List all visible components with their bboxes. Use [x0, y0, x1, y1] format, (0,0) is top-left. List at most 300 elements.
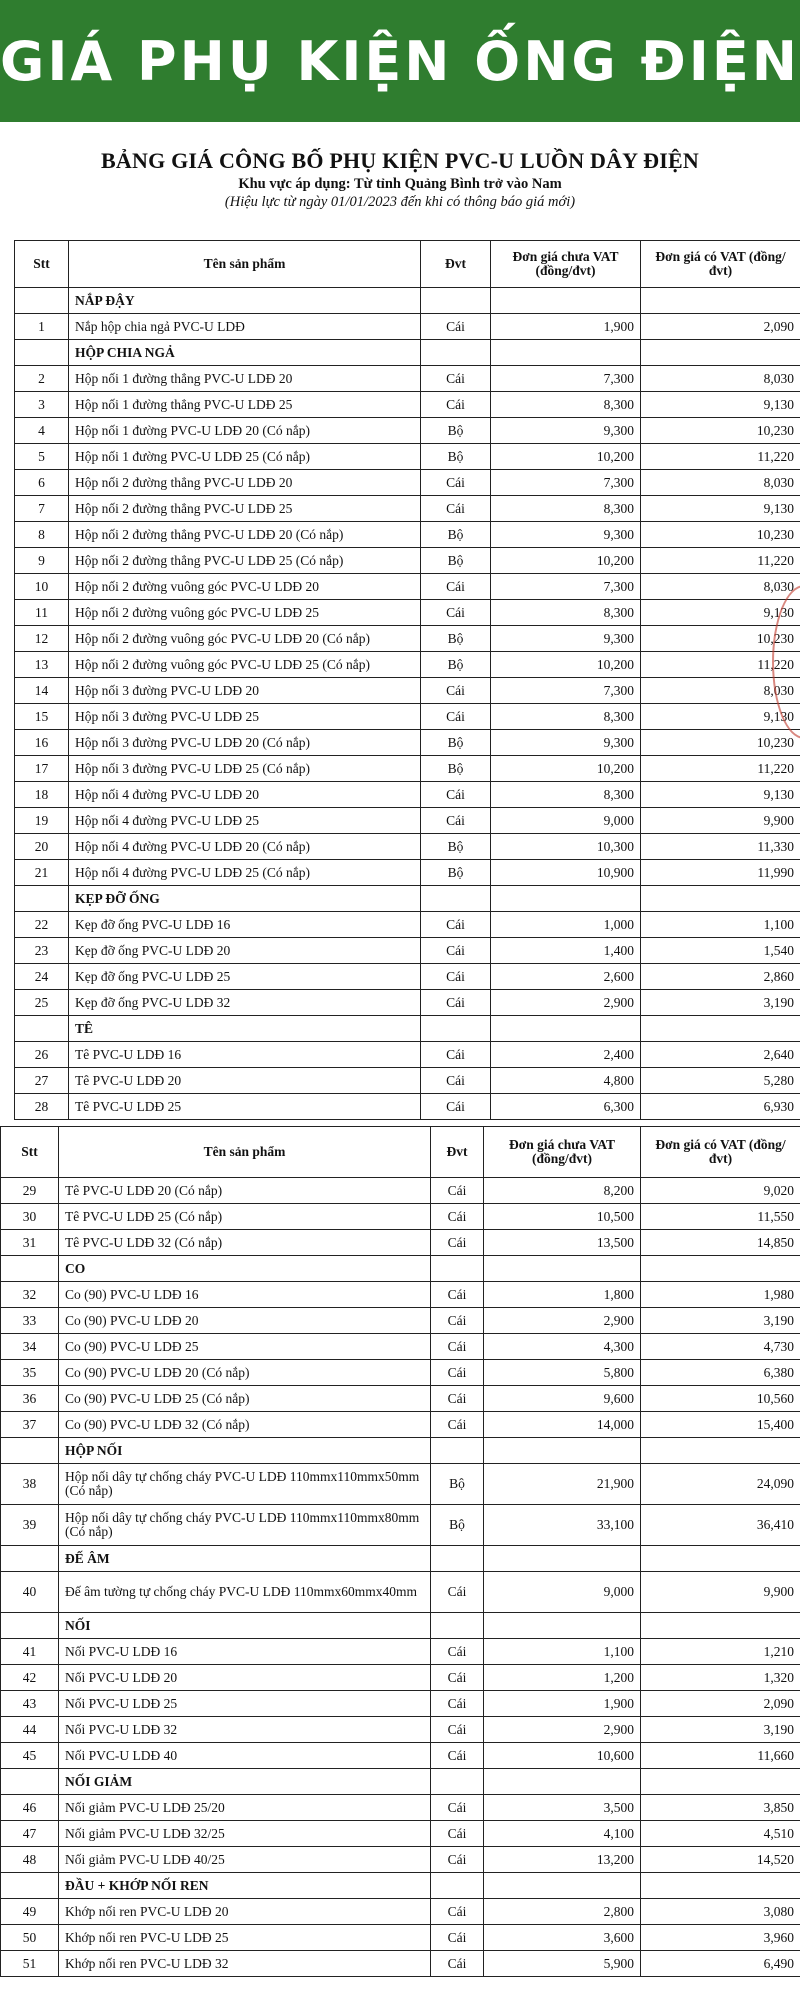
table-row — [1, 1925, 800, 1951]
header-price-incl-vat: Đơn giá có VAT (đồng/đvt) — [641, 1127, 800, 1178]
row-stt: 49 — [1, 1899, 59, 1925]
row-stt: 2 — [15, 366, 69, 392]
unit: Bộ — [421, 652, 491, 678]
product-name: Nối PVC-U LDĐ 16 — [59, 1639, 431, 1665]
price-incl-vat: 10,230 — [641, 626, 800, 652]
price-incl-vat: 11,220 — [641, 444, 800, 470]
price-incl-vat: 9,130 — [641, 600, 800, 626]
price-incl-vat: 8,030 — [641, 470, 800, 496]
price-incl-vat: 9,020 — [641, 1178, 800, 1204]
price-excl-vat: 14,000 — [484, 1412, 641, 1438]
price-excl-vat: 2,800 — [484, 1899, 641, 1925]
empty-cell — [1, 1256, 59, 1282]
price-incl-vat: 1,100 — [641, 912, 800, 938]
table-row — [15, 730, 800, 756]
unit: Cái — [421, 600, 491, 626]
table-row — [1, 1334, 800, 1360]
row-stt: 35 — [1, 1360, 59, 1386]
price-excl-vat: 7,300 — [491, 470, 641, 496]
header-unit: Đvt — [431, 1127, 484, 1178]
product-name: Hộp nối dây tự chống cháy PVC-U LDĐ 110mmx110mmx50mm (Có nắp) — [59, 1464, 431, 1505]
price-incl-vat: 1,540 — [641, 938, 800, 964]
product-name: Nối giảm PVC-U LDĐ 25/20 — [59, 1795, 431, 1821]
price-excl-vat: 9,300 — [491, 626, 641, 652]
table-header-row — [15, 241, 800, 288]
price-excl-vat: 8,300 — [491, 782, 641, 808]
price-excl-vat: 9,300 — [491, 418, 641, 444]
category-row — [1, 1769, 800, 1795]
price-excl-vat: 13,200 — [484, 1847, 641, 1873]
category-row — [15, 886, 800, 912]
price-incl-vat: 10,560 — [641, 1386, 800, 1412]
price-excl-vat: 21,900 — [484, 1464, 641, 1505]
unit: Bộ — [421, 626, 491, 652]
product-name: Nối giảm PVC-U LDĐ 40/25 — [59, 1847, 431, 1873]
price-incl-vat: 11,220 — [641, 756, 800, 782]
row-stt: 42 — [1, 1665, 59, 1691]
product-name: Khớp nối ren PVC-U LDĐ 20 — [59, 1899, 431, 1925]
row-stt: 15 — [15, 704, 69, 730]
unit: Cái — [431, 1743, 484, 1769]
price-excl-vat: 1,200 — [484, 1665, 641, 1691]
empty-cell — [491, 340, 641, 366]
product-name: Đế âm tường tự chống cháy PVC-U LDĐ 110mmx60mmx40mm — [59, 1572, 431, 1613]
price-excl-vat: 7,300 — [491, 366, 641, 392]
empty-cell — [641, 1546, 800, 1572]
empty-cell — [1, 1769, 59, 1795]
row-stt: 48 — [1, 1847, 59, 1873]
unit: Bộ — [421, 444, 491, 470]
empty-cell — [641, 1769, 800, 1795]
product-name: Hộp nối 2 đường thẳng PVC-U LDĐ 20 — [69, 470, 421, 496]
table-row — [15, 704, 800, 730]
empty-cell — [491, 1016, 641, 1042]
price-excl-vat: 8,200 — [484, 1178, 641, 1204]
product-name: Hộp nối 2 đường vuông góc PVC-U LDĐ 20 (Có nắp) — [69, 626, 421, 652]
unit: Bộ — [421, 834, 491, 860]
table-row — [1, 1505, 800, 1546]
empty-cell — [1, 1613, 59, 1639]
price-incl-vat: 11,550 — [641, 1204, 800, 1230]
product-name: Tê PVC-U LDĐ 20 — [69, 1068, 421, 1094]
row-stt: 38 — [1, 1464, 59, 1505]
product-name: Hộp nối 4 đường PVC-U LDĐ 20 (Có nắp) — [69, 834, 421, 860]
row-stt: 14 — [15, 678, 69, 704]
product-name: Hộp nối 3 đường PVC-U LDĐ 20 (Có nắp) — [69, 730, 421, 756]
price-excl-vat: 1,100 — [484, 1639, 641, 1665]
price-incl-vat: 24,090 — [641, 1464, 800, 1505]
empty-cell — [641, 1438, 800, 1464]
table-row — [15, 1094, 800, 1120]
row-stt: 16 — [15, 730, 69, 756]
document-header — [0, 148, 800, 211]
price-excl-vat: 4,800 — [491, 1068, 641, 1094]
header-name: Tên sản phẩm — [59, 1127, 431, 1178]
product-name: Co (90) PVC-U LDĐ 20 — [59, 1308, 431, 1334]
empty-cell — [1, 1873, 59, 1899]
table-row — [15, 782, 800, 808]
unit: Bộ — [421, 860, 491, 886]
table-row — [15, 964, 800, 990]
empty-cell — [431, 1546, 484, 1572]
category-label: KẸP ĐỠ ỐNG — [69, 886, 421, 912]
price-incl-vat: 1,210 — [641, 1639, 800, 1665]
price-incl-vat: 3,960 — [641, 1925, 800, 1951]
row-stt: 27 — [15, 1068, 69, 1094]
unit: Cái — [431, 1572, 484, 1613]
product-name: Nắp hộp chia ngả PVC-U LDĐ — [69, 314, 421, 340]
product-name: Nối PVC-U LDĐ 32 — [59, 1717, 431, 1743]
empty-cell — [484, 1546, 641, 1572]
header-name: Tên sản phẩm — [69, 241, 421, 288]
price-incl-vat: 3,190 — [641, 990, 800, 1016]
row-stt: 1 — [15, 314, 69, 340]
table-row — [15, 418, 800, 444]
product-name: Co (90) PVC-U LDĐ 25 (Có nắp) — [59, 1386, 431, 1412]
category-label: ĐẦU + KHỚP NỐI REN — [59, 1873, 431, 1899]
product-name: Co (90) PVC-U LDĐ 25 — [59, 1334, 431, 1360]
price-table-2 — [0, 1126, 800, 1977]
table-body — [1, 1178, 800, 1977]
product-name: Hộp nối 1 đường PVC-U LDĐ 25 (Có nắp) — [69, 444, 421, 470]
unit: Cái — [421, 392, 491, 418]
price-incl-vat: 3,190 — [641, 1717, 800, 1743]
product-name: Khớp nối ren PVC-U LDĐ 25 — [59, 1925, 431, 1951]
row-stt: 51 — [1, 1951, 59, 1977]
product-name: Hộp nối 3 đường PVC-U LDĐ 25 — [69, 704, 421, 730]
unit: Cái — [431, 1821, 484, 1847]
price-incl-vat: 14,850 — [641, 1230, 800, 1256]
product-name: Hộp nối 2 đường vuông góc PVC-U LDĐ 25 — [69, 600, 421, 626]
table-row — [15, 678, 800, 704]
price-incl-vat: 36,410 — [641, 1505, 800, 1546]
table-row — [1, 1899, 800, 1925]
price-excl-vat: 10,600 — [484, 1743, 641, 1769]
price-excl-vat: 1,000 — [491, 912, 641, 938]
row-stt: 25 — [15, 990, 69, 1016]
price-incl-vat: 6,490 — [641, 1951, 800, 1977]
table-row — [1, 1821, 800, 1847]
product-name: Hộp nối 4 đường PVC-U LDĐ 25 (Có nắp) — [69, 860, 421, 886]
table-row — [1, 1230, 800, 1256]
table-row — [1, 1386, 800, 1412]
empty-cell — [641, 1873, 800, 1899]
table-row — [15, 574, 800, 600]
price-incl-vat: 6,380 — [641, 1360, 800, 1386]
table-row — [15, 626, 800, 652]
empty-cell — [1, 1438, 59, 1464]
unit: Bộ — [421, 756, 491, 782]
product-name: Hộp nối 1 đường thẳng PVC-U LDĐ 25 — [69, 392, 421, 418]
price-excl-vat: 9,300 — [491, 522, 641, 548]
product-name: Hộp nối 1 đường thẳng PVC-U LDĐ 20 — [69, 366, 421, 392]
unit: Cái — [431, 1282, 484, 1308]
price-incl-vat: 14,520 — [641, 1847, 800, 1873]
price-incl-vat: 15,400 — [641, 1412, 800, 1438]
unit: Cái — [421, 470, 491, 496]
price-excl-vat: 9,600 — [484, 1386, 641, 1412]
row-stt: 26 — [15, 1042, 69, 1068]
unit: Cái — [431, 1386, 484, 1412]
empty-cell — [421, 886, 491, 912]
price-incl-vat: 3,080 — [641, 1899, 800, 1925]
table-header-row — [1, 1127, 800, 1178]
price-incl-vat: 8,030 — [641, 366, 800, 392]
category-label: TÊ — [69, 1016, 421, 1042]
unit: Cái — [431, 1230, 484, 1256]
unit: Bộ — [421, 548, 491, 574]
price-incl-vat: 11,330 — [641, 834, 800, 860]
header-stt: Stt — [1, 1127, 59, 1178]
price-incl-vat: 8,030 — [641, 678, 800, 704]
price-incl-vat: 1,320 — [641, 1665, 800, 1691]
table-row — [1, 1665, 800, 1691]
row-stt: 20 — [15, 834, 69, 860]
unit: Bộ — [421, 418, 491, 444]
price-excl-vat: 10,200 — [491, 756, 641, 782]
category-label: NỐI GIẢM — [59, 1769, 431, 1795]
product-name: Hộp nối 2 đường thẳng PVC-U LDĐ 20 (Có nắp) — [69, 522, 421, 548]
table-row — [15, 1068, 800, 1094]
empty-cell — [641, 886, 800, 912]
unit: Cái — [431, 1412, 484, 1438]
row-stt: 31 — [1, 1230, 59, 1256]
price-excl-vat: 4,300 — [484, 1334, 641, 1360]
category-label: ĐẾ ÂM — [59, 1546, 431, 1572]
table-row — [1, 1951, 800, 1977]
header-price-excl-vat: Đơn giá chưa VAT (đồng/đvt) — [491, 241, 641, 288]
row-stt: 7 — [15, 496, 69, 522]
row-stt: 29 — [1, 1178, 59, 1204]
price-excl-vat: 10,300 — [491, 834, 641, 860]
table-row — [1, 1795, 800, 1821]
product-name: Tê PVC-U LDĐ 20 (Có nắp) — [59, 1178, 431, 1204]
row-stt: 46 — [1, 1795, 59, 1821]
price-excl-vat: 10,200 — [491, 444, 641, 470]
product-name: Co (90) PVC-U LDĐ 16 — [59, 1282, 431, 1308]
product-name: Hộp nối 2 đường vuông góc PVC-U LDĐ 25 (Có nắp) — [69, 652, 421, 678]
product-name: Kẹp đỡ ống PVC-U LDĐ 25 — [69, 964, 421, 990]
price-excl-vat: 1,900 — [484, 1691, 641, 1717]
unit: Cái — [431, 1925, 484, 1951]
price-excl-vat: 5,800 — [484, 1360, 641, 1386]
price-incl-vat: 2,860 — [641, 964, 800, 990]
price-excl-vat: 3,500 — [484, 1795, 641, 1821]
product-name: Hộp nối 3 đường PVC-U LDĐ 20 — [69, 678, 421, 704]
empty-cell — [431, 1438, 484, 1464]
unit: Cái — [421, 808, 491, 834]
table-row — [15, 860, 800, 886]
table-body — [15, 288, 800, 1120]
table-row — [15, 444, 800, 470]
price-incl-vat: 11,990 — [641, 860, 800, 886]
table-row — [1, 1412, 800, 1438]
row-stt: 30 — [1, 1204, 59, 1230]
product-name: Kẹp đỡ ống PVC-U LDĐ 32 — [69, 990, 421, 1016]
table-row — [15, 938, 800, 964]
unit: Bộ — [431, 1505, 484, 1546]
product-name: Hộp nối 4 đường PVC-U LDĐ 25 — [69, 808, 421, 834]
unit: Cái — [431, 1308, 484, 1334]
empty-cell — [1, 1546, 59, 1572]
product-name: Hộp nối dây tự chống cháy PVC-U LDĐ 110mmx110mmx80mm (Có nắp) — [59, 1505, 431, 1546]
table-row — [1, 1847, 800, 1873]
unit: Cái — [421, 678, 491, 704]
unit: Cái — [431, 1717, 484, 1743]
empty-cell — [641, 340, 800, 366]
empty-cell — [484, 1769, 641, 1795]
row-stt: 41 — [1, 1639, 59, 1665]
price-excl-vat: 2,900 — [484, 1717, 641, 1743]
header-price-excl-vat: Đơn giá chưa VAT (đồng/đvt) — [484, 1127, 641, 1178]
category-row — [1, 1438, 800, 1464]
price-incl-vat: 9,130 — [641, 392, 800, 418]
empty-cell — [641, 1016, 800, 1042]
empty-cell — [641, 1256, 800, 1282]
empty-cell — [421, 340, 491, 366]
price-excl-vat: 3,600 — [484, 1925, 641, 1951]
empty-cell — [15, 1016, 69, 1042]
category-row — [15, 288, 800, 314]
product-name: Hộp nối 2 đường vuông góc PVC-U LDĐ 20 — [69, 574, 421, 600]
row-stt: 4 — [15, 418, 69, 444]
unit: Cái — [421, 574, 491, 600]
price-excl-vat: 1,400 — [491, 938, 641, 964]
banner — [0, 0, 800, 122]
table-row — [1, 1178, 800, 1204]
unit: Cái — [421, 1042, 491, 1068]
row-stt: 10 — [15, 574, 69, 600]
table-row — [15, 548, 800, 574]
product-name: Co (90) PVC-U LDĐ 20 (Có nắp) — [59, 1360, 431, 1386]
row-stt: 43 — [1, 1691, 59, 1717]
price-incl-vat: 2,090 — [641, 314, 800, 340]
category-row — [1, 1546, 800, 1572]
row-stt: 40 — [1, 1572, 59, 1613]
unit: Cái — [431, 1334, 484, 1360]
empty-cell — [15, 886, 69, 912]
price-excl-vat: 7,300 — [491, 574, 641, 600]
unit: Cái — [421, 1094, 491, 1120]
row-stt: 11 — [15, 600, 69, 626]
price-incl-vat: 9,900 — [641, 808, 800, 834]
price-incl-vat: 10,230 — [641, 730, 800, 756]
row-stt: 5 — [15, 444, 69, 470]
unit: Cái — [421, 704, 491, 730]
unit: Cái — [431, 1899, 484, 1925]
table-row — [15, 912, 800, 938]
header-unit: Đvt — [421, 241, 491, 288]
price-incl-vat: 11,660 — [641, 1743, 800, 1769]
unit: Cái — [431, 1204, 484, 1230]
empty-cell — [491, 886, 641, 912]
unit: Cái — [421, 912, 491, 938]
unit: Cái — [421, 366, 491, 392]
empty-cell — [15, 340, 69, 366]
row-stt: 13 — [15, 652, 69, 678]
product-name: Tê PVC-U LDĐ 16 — [69, 1042, 421, 1068]
table-row — [15, 1042, 800, 1068]
category-label: HỘP NỐI — [59, 1438, 431, 1464]
category-row — [1, 1256, 800, 1282]
empty-cell — [431, 1256, 484, 1282]
empty-cell — [484, 1873, 641, 1899]
product-name: Nối PVC-U LDĐ 20 — [59, 1665, 431, 1691]
category-row — [1, 1613, 800, 1639]
price-excl-vat: 8,300 — [491, 392, 641, 418]
price-excl-vat: 5,900 — [484, 1951, 641, 1977]
table-row — [1, 1308, 800, 1334]
header-price-incl-vat: Đơn giá có VAT (đồng/đvt) — [641, 241, 800, 288]
unit: Cái — [421, 964, 491, 990]
unit: Cái — [431, 1847, 484, 1873]
price-excl-vat: 10,500 — [484, 1204, 641, 1230]
unit: Cái — [431, 1795, 484, 1821]
row-stt: 19 — [15, 808, 69, 834]
price-incl-vat: 9,900 — [641, 1572, 800, 1613]
table-row — [1, 1282, 800, 1308]
table-row — [15, 990, 800, 1016]
price-incl-vat: 10,230 — [641, 418, 800, 444]
category-row — [1, 1873, 800, 1899]
empty-cell — [491, 288, 641, 314]
row-stt: 12 — [15, 626, 69, 652]
table-row — [15, 756, 800, 782]
table-row — [15, 366, 800, 392]
product-name: Nối PVC-U LDĐ 25 — [59, 1691, 431, 1717]
price-incl-vat: 4,510 — [641, 1821, 800, 1847]
table-row — [15, 314, 800, 340]
category-label: HỘP CHIA NGẢ — [69, 340, 421, 366]
price-incl-vat: 5,280 — [641, 1068, 800, 1094]
banner-title: GIÁ PHỤ KIỆN ỐNG ĐIỆN — [0, 29, 800, 93]
product-name: Nối giảm PVC-U LDĐ 32/25 — [59, 1821, 431, 1847]
price-incl-vat: 9,130 — [641, 496, 800, 522]
unit: Cái — [421, 1068, 491, 1094]
price-incl-vat: 9,130 — [641, 782, 800, 808]
price-excl-vat: 2,900 — [484, 1308, 641, 1334]
table-row — [1, 1691, 800, 1717]
table-row — [1, 1464, 800, 1505]
unit: Cái — [431, 1178, 484, 1204]
document-region: Khu vực áp dụng: Từ tỉnh Quảng Bình trở vào Nam — [238, 176, 562, 192]
unit: Cái — [431, 1360, 484, 1386]
price-incl-vat: 6,930 — [641, 1094, 800, 1120]
category-row — [15, 340, 800, 366]
row-stt: 28 — [15, 1094, 69, 1120]
product-name: Tê PVC-U LDĐ 32 (Có nắp) — [59, 1230, 431, 1256]
row-stt: 17 — [15, 756, 69, 782]
table-row — [15, 600, 800, 626]
empty-cell — [641, 1613, 800, 1639]
price-excl-vat: 2,400 — [491, 1042, 641, 1068]
price-excl-vat: 8,300 — [491, 496, 641, 522]
price-incl-vat: 3,850 — [641, 1795, 800, 1821]
table-row — [15, 834, 800, 860]
row-stt: 6 — [15, 470, 69, 496]
table-row — [1, 1360, 800, 1386]
table-row — [15, 470, 800, 496]
price-incl-vat: 9,130 — [641, 704, 800, 730]
product-name: Kẹp đỡ ống PVC-U LDĐ 20 — [69, 938, 421, 964]
price-excl-vat: 1,900 — [491, 314, 641, 340]
unit: Cái — [431, 1951, 484, 1977]
price-excl-vat: 2,600 — [491, 964, 641, 990]
empty-cell — [431, 1769, 484, 1795]
row-stt: 44 — [1, 1717, 59, 1743]
empty-cell — [431, 1613, 484, 1639]
table-row — [1, 1743, 800, 1769]
